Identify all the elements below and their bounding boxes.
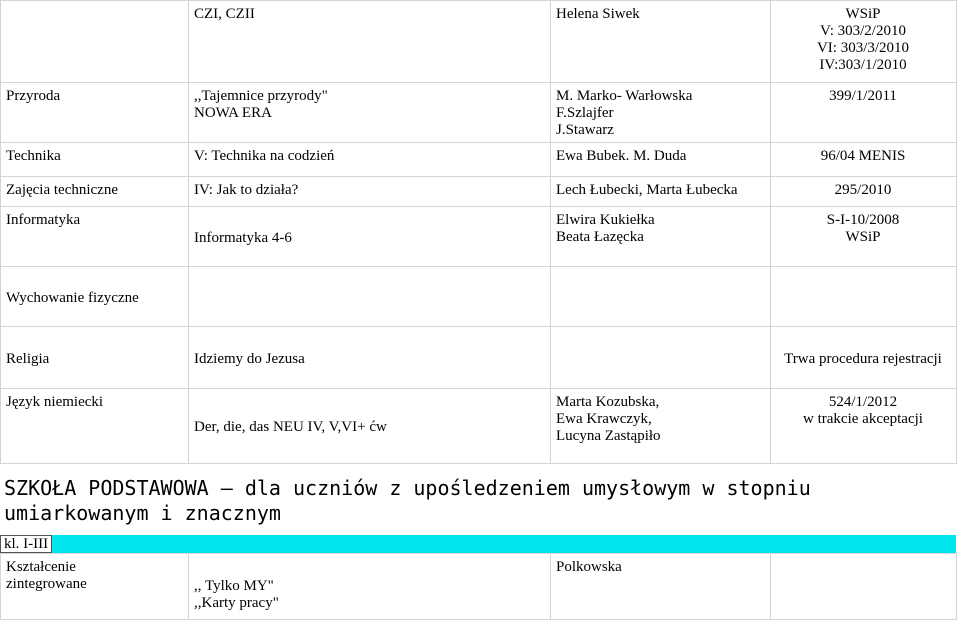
table-row [1, 389, 957, 464]
approval-cell: 96/04 MENIS [771, 143, 957, 177]
subject-cell: Przyroda [1, 83, 189, 143]
author-cell: Elwira Kukiełka Beata Łazęcka [551, 207, 771, 267]
class-highlight-bar [0, 535, 956, 553]
section-heading: SZKOŁA PODSTAWOWA – dla uczniów z upośledzeniem umysłowym w stopniu umiarkowanym i znacznym [4, 476, 811, 525]
title-cell: ,,Tajemnice przyrody" NOWA ERA [189, 83, 551, 143]
table-row [1, 267, 957, 327]
author-cell: M. Marko- Warłowska F.Szlajfer J.Stawarz [551, 83, 771, 143]
approval-cell: 295/2010 [771, 177, 957, 207]
subject-cell [1, 1, 189, 83]
subject-cell: Religia [1, 327, 189, 389]
table-row [1, 207, 957, 267]
class-label: kl. I-III [0, 535, 52, 553]
title-cell: Informatyka 4-6 [189, 207, 551, 267]
title-cell: IV: Jak to działa? [189, 177, 551, 207]
approval-cell: 524/1/2012 w trakcie akceptacji [771, 389, 957, 464]
title-cell: Idziemy do Jezusa [189, 327, 551, 389]
approval-cell: 399/1/2011 [771, 83, 957, 143]
author-cell [551, 267, 771, 327]
author-cell: Marta Kozubska, Ewa Krawczyk, Lucyna Zastąpiło [551, 389, 771, 464]
subject-cell: Informatyka [1, 207, 189, 267]
table-row [1, 177, 957, 207]
table-row [1, 327, 957, 389]
approval-cell: WSiP V: 303/2/2010 VI: 303/3/2010 IV:303/1/2010 [771, 1, 957, 83]
subject-cell: Zajęcia techniczne [1, 177, 189, 207]
author-cell: Helena Siwek [551, 1, 771, 83]
table-row [1, 554, 957, 620]
table-row [1, 1, 957, 83]
approval-cell: Trwa procedura rejestracji [771, 327, 957, 389]
title-cell: ,, Tylko MY" ,,Karty pracy" [189, 554, 551, 620]
author-cell: Ewa Bubek. M. Duda [551, 143, 771, 177]
subject-cell: Język niemiecki [1, 389, 189, 464]
subject-cell: Kształcenie zintegrowane [1, 554, 189, 620]
author-cell: Polkowska [551, 554, 771, 620]
approval-cell [771, 267, 957, 327]
author-cell [551, 327, 771, 389]
title-cell: CZI, CZII [189, 1, 551, 83]
table-row [1, 83, 957, 143]
table-row [1, 143, 957, 177]
subject-cell: Wychowanie fizyczne [1, 267, 189, 327]
title-cell [189, 267, 551, 327]
bottom-table [0, 553, 957, 620]
approval-cell: S-I-10/2008 WSiP [771, 207, 957, 267]
approval-cell [771, 554, 957, 620]
author-cell: Lech Łubecki, Marta Łubecka [551, 177, 771, 207]
title-cell: V: Technika na codzień [189, 143, 551, 177]
subject-cell: Technika [1, 143, 189, 177]
title-cell: Der, die, das NEU IV, V,VI+ ćw [189, 389, 551, 464]
